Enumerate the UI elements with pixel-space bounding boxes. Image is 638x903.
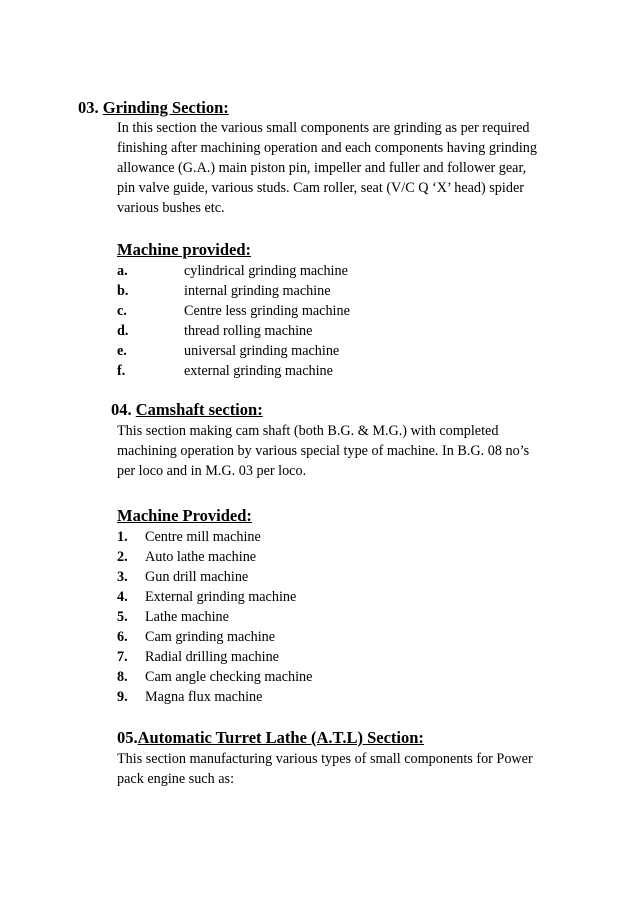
- list-item: [117, 607, 577, 627]
- list-text: Cam angle checking machine: [145, 669, 313, 685]
- paragraph-line: pack engine such as:: [117, 771, 235, 787]
- list-text: Cam grinding machine: [145, 629, 276, 645]
- list-item: [117, 547, 577, 567]
- list-marker: 5.: [117, 609, 128, 625]
- list-item: [117, 321, 577, 341]
- list-item: [117, 647, 577, 667]
- list-item: [117, 261, 577, 281]
- list-marker: 2.: [117, 549, 128, 565]
- list-marker: 4.: [117, 589, 128, 605]
- paragraph-line: pin valve guide, various studs. Cam roller, seat (V/C Q ‘X’ head) spider: [117, 179, 524, 196]
- list-text: universal grinding machine: [184, 343, 340, 359]
- paragraph-line: allowance (G.A.) main piston pin, impeller and fuller and follower gear,: [117, 159, 527, 176]
- list-text: Centre mill machine: [145, 529, 261, 545]
- list-marker: 6.: [117, 629, 128, 645]
- section-05-heading: [117, 728, 424, 748]
- section-03-machines-heading: Machine provided:: [117, 240, 251, 259]
- paragraph-line: finishing after machining operation and each components having grinding: [117, 139, 537, 156]
- section-03-title: Grinding Section:: [102, 98, 229, 117]
- paragraph-line: In this section the various small components are grinding as per required: [117, 120, 530, 136]
- section-04-heading: [111, 400, 263, 420]
- list-marker: 9.: [117, 689, 128, 705]
- list-item: [117, 667, 577, 687]
- section-05-paragraph: [117, 749, 577, 789]
- list-text: External grinding machine: [145, 589, 297, 605]
- list-text: Radial drilling machine: [145, 649, 279, 665]
- list-marker: a.: [117, 263, 128, 279]
- section-05-title: Automatic Turret Lathe (A.T.L) Section:: [137, 728, 424, 747]
- list-text: Lathe machine: [145, 609, 229, 625]
- list-marker: f.: [117, 363, 126, 379]
- list-marker: 8.: [117, 669, 128, 685]
- paragraph-line: This section making cam shaft (both B.G. & M.G.) with completed: [117, 423, 499, 439]
- list-item: [117, 627, 577, 647]
- section-03-paragraph: [117, 119, 577, 219]
- list-item: [117, 527, 577, 547]
- section-04-title: Camshaft section:: [135, 400, 263, 419]
- list-marker: c.: [117, 303, 127, 319]
- list-text: Centre less grinding machine: [184, 303, 350, 319]
- section-03-number: 03.: [78, 98, 99, 117]
- list-text: external grinding machine: [184, 363, 333, 379]
- list-text: Magna flux machine: [145, 689, 263, 705]
- paragraph-line: machining operation by various special type of machine. In B.G. 08 no’s: [117, 443, 530, 459]
- list-text: cylindrical grinding machine: [184, 263, 348, 279]
- list-text: Gun drill machine: [145, 569, 249, 585]
- section-04-machine-list: [117, 527, 577, 707]
- section-04-paragraph: [117, 421, 577, 481]
- list-item: [117, 361, 577, 381]
- paragraph-line: per loco and in M.G. 03 per loco.: [117, 463, 307, 479]
- list-text: thread rolling machine: [184, 323, 313, 339]
- list-marker: 3.: [117, 569, 128, 585]
- section-04-machines-heading: Machine Provided:: [117, 506, 252, 525]
- list-item: [117, 587, 577, 607]
- list-item: [117, 281, 577, 301]
- list-text: Auto lathe machine: [145, 549, 257, 565]
- list-item: [117, 687, 577, 707]
- section-05-number: 05.: [117, 728, 138, 747]
- section-03-heading: [78, 98, 229, 118]
- list-text: internal grinding machine: [184, 283, 331, 299]
- section-04-number: 04.: [111, 400, 132, 419]
- list-marker: 7.: [117, 649, 128, 665]
- list-marker: 1.: [117, 529, 128, 545]
- list-marker: d.: [117, 323, 129, 339]
- list-item: [117, 567, 577, 587]
- list-marker: e.: [117, 343, 127, 359]
- list-item: [117, 301, 577, 321]
- list-item: [117, 341, 577, 361]
- section-03-machine-list: [117, 261, 577, 381]
- list-marker: b.: [117, 283, 129, 299]
- paragraph-line: This section manufacturing various types of small components for Power: [117, 751, 533, 767]
- paragraph-line: various bushes etc.: [117, 199, 225, 216]
